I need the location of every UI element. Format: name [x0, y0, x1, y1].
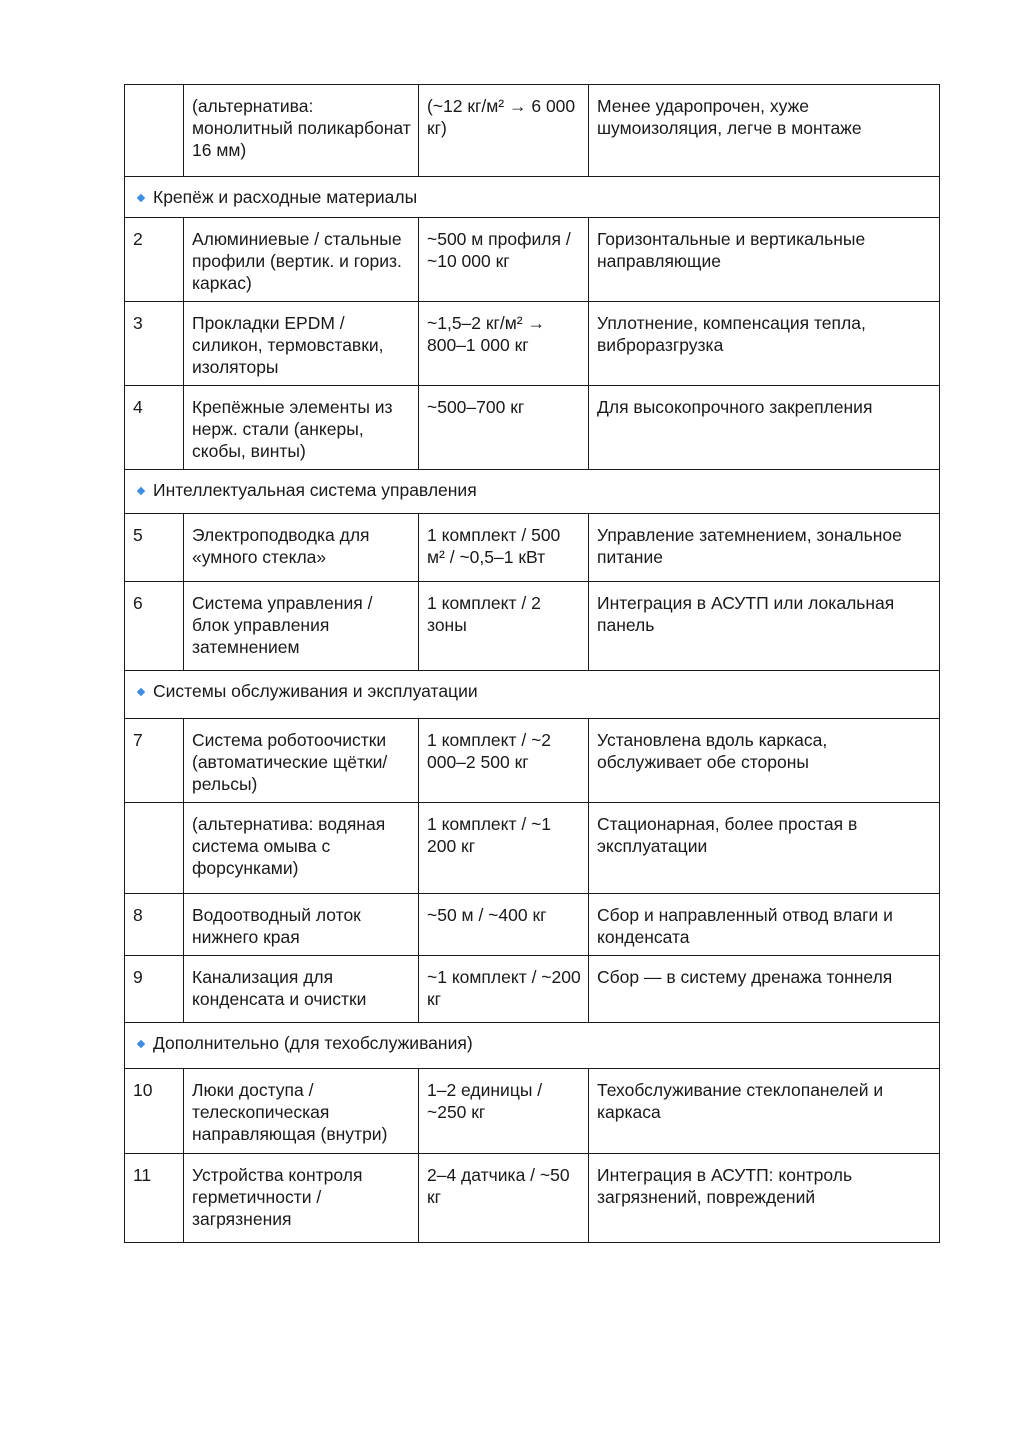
section-title: Системы обслуживания и эксплуатации	[153, 681, 478, 701]
section-title: Дополнительно (для техобслуживания)	[153, 1033, 473, 1053]
cell-note: Сбор — в систему дренажа тоннеля	[589, 956, 940, 1023]
cell-num	[125, 803, 184, 894]
cell-num: 10	[125, 1069, 184, 1154]
table-row	[125, 302, 940, 386]
cell-qty: 1 комплект / ~2 000–2 500 кг	[419, 719, 589, 803]
cell-name: Система роботоочистки (автоматические щётки/рельсы)	[184, 719, 419, 803]
cell-name: Прокладки EPDM / силикон, термовставки, изоляторы	[184, 302, 419, 386]
cell-num: 2	[125, 218, 184, 302]
cell-qty: (~12 кг/м² → 6 000 кг)	[419, 85, 589, 177]
diamond-bullet-icon	[137, 688, 145, 696]
cell-qty: 1 комплект / 2 зоны	[419, 582, 589, 671]
cell-note: Интеграция в АСУТП или локальная панель	[589, 582, 940, 671]
document-page	[124, 84, 939, 1243]
cell-num: 5	[125, 514, 184, 582]
section-header-row	[125, 671, 940, 719]
cell-name: Канализация для конденсата и очистки	[184, 956, 419, 1023]
cell-num: 8	[125, 894, 184, 956]
cell-note: Сбор и направленный отвод влаги и конденсата	[589, 894, 940, 956]
cell-name: Люки доступа / телескопическая направляющая (внутри)	[184, 1069, 419, 1154]
cell-num	[125, 85, 184, 177]
diamond-bullet-icon	[137, 1040, 145, 1048]
cell-qty: ~500 м профиля / ~10 000 кг	[419, 218, 589, 302]
section-header	[125, 470, 940, 514]
cell-qty: ~50 м / ~400 кг	[419, 894, 589, 956]
table-row	[125, 1154, 940, 1243]
cell-name: (альтернатива: водяная система омыва с форсунками)	[184, 803, 419, 894]
cell-num: 7	[125, 719, 184, 803]
table-row	[125, 582, 940, 671]
table-row	[125, 803, 940, 894]
cell-note: Для высокопрочного закрепления	[589, 386, 940, 470]
cell-name: Электроподводка для «умного стекла»	[184, 514, 419, 582]
cell-note: Горизонтальные и вертикальные направляющие	[589, 218, 940, 302]
section-header	[125, 1023, 940, 1069]
cell-qty: ~1 комплект / ~200 кг	[419, 956, 589, 1023]
table-row	[125, 386, 940, 470]
cell-note: Уплотнение, компенсация тепла, виброразгрузка	[589, 302, 940, 386]
cell-qty: 2–4 датчика / ~50 кг	[419, 1154, 589, 1243]
cell-qty: 1–2 единицы / ~250 кг	[419, 1069, 589, 1154]
diamond-bullet-icon	[137, 194, 145, 202]
cell-num: 11	[125, 1154, 184, 1243]
cell-name: Устройства контроля герметичности / загрязнения	[184, 1154, 419, 1243]
cell-name: (альтернатива: монолитный поликарбонат 16 мм)	[184, 85, 419, 177]
cell-name: Водоотводный лоток нижнего края	[184, 894, 419, 956]
cell-qty: 1 комплект / ~1 200 кг	[419, 803, 589, 894]
table-row	[125, 956, 940, 1023]
cell-name: Крепёжные элементы из нерж. стали (анкеры, скобы, винты)	[184, 386, 419, 470]
table-row	[125, 85, 940, 177]
cell-num: 6	[125, 582, 184, 671]
table-row	[125, 514, 940, 582]
section-title: Крепёж и расходные материалы	[153, 187, 418, 207]
section-header-row	[125, 1023, 940, 1069]
cell-qty: ~1,5–2 кг/м² → 800–1 000 кг	[419, 302, 589, 386]
table-row	[125, 218, 940, 302]
cell-note: Техобслуживание стеклопанелей и каркаса	[589, 1069, 940, 1154]
cell-note: Интеграция в АСУТП: контроль загрязнений, повреждений	[589, 1154, 940, 1243]
table-row	[125, 719, 940, 803]
cell-note: Управление затемнением, зональное питание	[589, 514, 940, 582]
section-header	[125, 671, 940, 719]
cell-num: 3	[125, 302, 184, 386]
table-row	[125, 894, 940, 956]
cell-qty: ~500–700 кг	[419, 386, 589, 470]
cell-num: 4	[125, 386, 184, 470]
section-header-row	[125, 177, 940, 218]
cell-note: Стационарная, более простая в эксплуатации	[589, 803, 940, 894]
cell-name: Алюминиевые / стальные профили (вертик. и гориз. каркас)	[184, 218, 419, 302]
section-title: Интеллектуальная система управления	[153, 480, 477, 500]
section-header	[125, 177, 940, 218]
cell-note: Менее ударопрочен, хуже шумоизоляция, легче в монтаже	[589, 85, 940, 177]
cell-num: 9	[125, 956, 184, 1023]
cell-note: Установлена вдоль каркаса, обслуживает обе стороны	[589, 719, 940, 803]
cell-qty: 1 комплект / 500 м² / ~0,5–1 кВт	[419, 514, 589, 582]
section-header-row	[125, 470, 940, 514]
specification-table	[124, 84, 940, 1243]
table-row	[125, 1069, 940, 1154]
diamond-bullet-icon	[137, 487, 145, 495]
cell-name: Система управления / блок управления затемнением	[184, 582, 419, 671]
